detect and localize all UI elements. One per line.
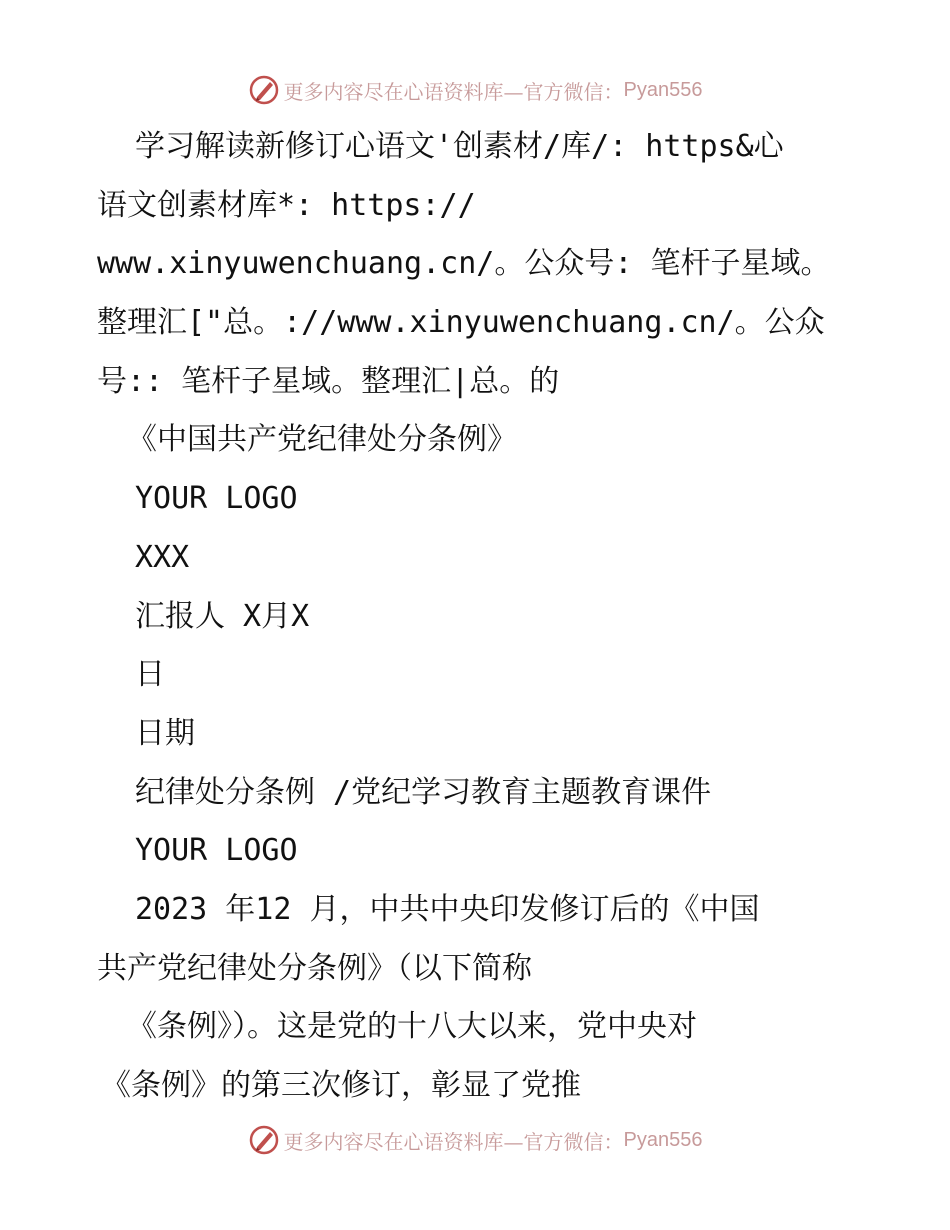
pen-logo-icon: [248, 74, 280, 106]
paragraph-line: 学习解读新修订心语文'创素材/库/: https&心: [135, 129, 784, 164]
document-title: 《中国共产党纪律处分条例》: [127, 422, 517, 458]
document-body: [97, 118, 837, 1116]
paragraph-line: 《条例》的第三次修订，彰显了党推: [101, 1068, 581, 1103]
date-day: 日: [135, 657, 165, 693]
subtitle: 纪律处分条例 /党纪学习教育主题教育课件: [135, 774, 712, 810]
watermark-wechat-id: Pyan556: [623, 1128, 703, 1151]
paragraph-line: www.xinyuwenchuang.cn/。公众号: 笔杆子星域。: [97, 246, 831, 282]
watermark-text: 更多内容尽在心语资料库—官方微信：: [283, 1129, 624, 1154]
logo-placeholder-text: YOUR LOGO: [135, 833, 298, 869]
paragraph-line: 整理汇["总。://www.xinyuwenchuang.cn/。公众: [97, 305, 825, 341]
watermark-text: 更多内容尽在心语资料库—官方微信：: [283, 79, 624, 104]
watermark-wechat-id: Pyan556: [623, 78, 703, 101]
paragraph-line: 共产党纪律处分条例》（以下简称: [97, 950, 532, 986]
footer-watermark: [0, 1120, 950, 1160]
pen-logo-icon: [248, 1124, 280, 1156]
paragraph-line: 语文创素材库*: https://: [97, 187, 476, 223]
paragraph-line: 2023 年12 月，中共中央印发修订后的《中国: [135, 891, 760, 927]
date-label: 日期: [135, 715, 195, 751]
presenter-label: 汇报人 X月X: [135, 598, 310, 634]
presenter-name: XXX: [135, 539, 190, 575]
header-watermark: [0, 70, 950, 110]
logo-placeholder-text: YOUR LOGO: [135, 481, 298, 517]
paragraph-line: 《条例》）。这是党的十八大以来，党中央对: [127, 1009, 697, 1045]
paragraph-line: 号:: 笔杆子星域。整理汇|总。的: [97, 363, 560, 399]
